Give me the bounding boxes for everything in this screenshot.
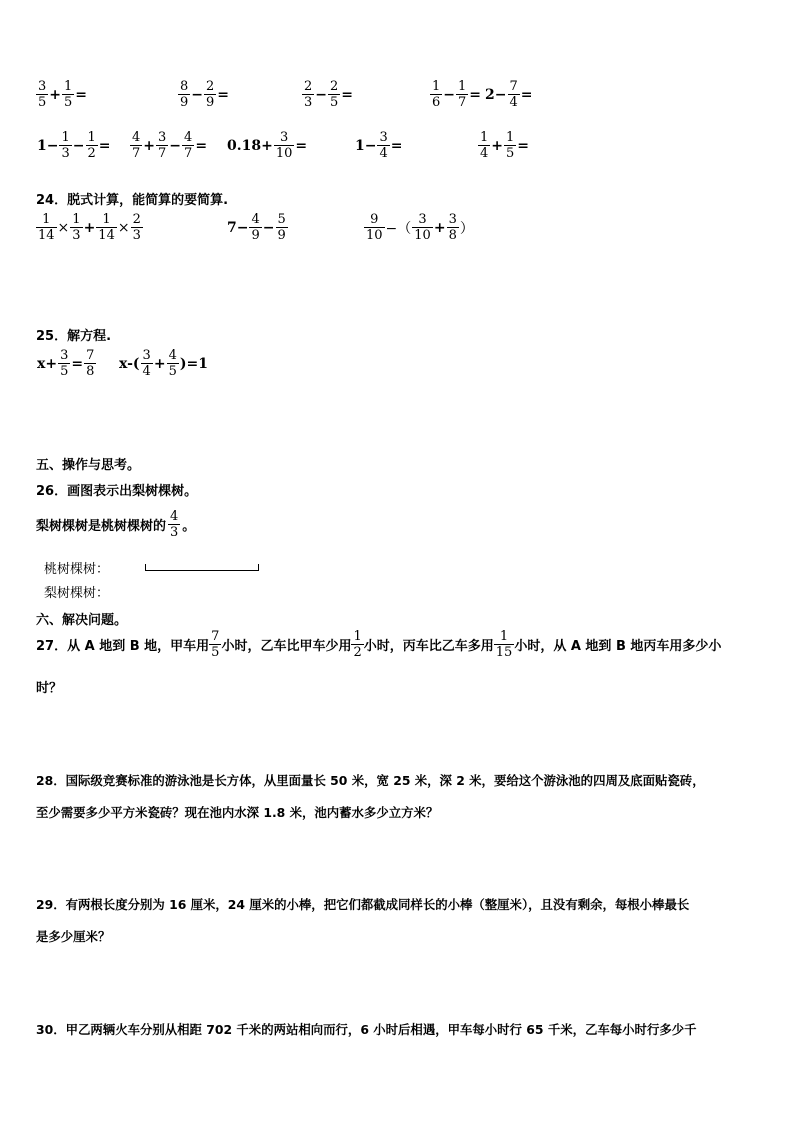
expr-r2-1: 1− $\frac{1}{3}$ − $\frac{1}{2}$ = [37,130,111,161]
fraction: $\frac{1}{4}$ [480,130,489,161]
q28-line-2: 至少需要多少平方米瓷砖？现在池内水深 1.8 米，池内蓄水多少立方米？ [36,805,439,820]
fraction: $\frac{7}{5}$ [211,629,220,660]
q29-line-2: 是多少厘米？ [36,929,111,944]
fraction: $\frac{1}{5}$ [506,130,515,161]
fraction: $\frac{5}{9}$ [277,212,286,243]
section-5-heading: 五、操作与思考。 [36,458,141,473]
fraction: $\frac{1}{5}$ [64,79,73,110]
fraction: $\frac{1}{3}$ [72,212,81,243]
fraction: $\frac{3}{10}$ [414,212,431,243]
fraction: $\frac{3}{8}$ [448,212,457,243]
fraction: $\frac{1}{14}$ [98,212,115,243]
q30-line-1: 30．甲乙两辆火车分别从相距 702 千米的两站相向而行，6 小时后相遇，甲车每小时行 65 千米，乙车每小时行多少千 [36,1022,697,1037]
pear-tree-label: 梨树棵树： [44,586,110,601]
fraction: $\frac{1}{2}$ [87,130,96,161]
fraction: $\frac{3}{5}$ [60,348,69,379]
peach-tree-bar [145,564,259,571]
fraction: $\frac{3}{5}$ [38,79,47,110]
fraction: $\frac{1}{7}$ [458,79,467,110]
fraction: $\frac{1}{3}$ [61,130,70,161]
fraction: $\frac{1}{15}$ [495,629,513,660]
q28-line-1: 28．国际级竞赛标准的游泳池是长方体，从里面量长 50 米，宽 25 米，深 2 米，要给这个游泳池的四周及底面贴瓷砖， [36,773,705,788]
q25-equation-2: x-( $\frac{3}{4}$ + $\frac{4}{5}$ )=1 [119,348,208,379]
peach-tree-label: 桃树棵树： [44,562,110,577]
expr-r1-4: $\frac{1}{6}$ − $\frac{1}{7}$ = 2− $\frac{7}{4}$ = [432,79,533,110]
expr-r1-1: $\frac{3}{5}$ + $\frac{1}{5}$ = [38,79,88,110]
fraction: $\frac{3}{4}$ [142,348,151,379]
fraction: $\frac{2}{3}$ [304,79,313,110]
fraction: $\frac{1}{2}$ [353,629,362,660]
fraction: $\frac{4}{7}$ [132,130,141,161]
q25-equation-1: x+ $\frac{3}{5}$ = $\frac{7}{8}$ [37,348,95,379]
fraction: $\frac{4}{5}$ [168,348,177,379]
q27-line-1: 27．从 A 地到 B 地，甲车用 $\frac{7}{5}$ 小时，乙车比甲车少用 $\frac{1}{2}$ 小时，丙车比乙车多用 $\frac{1}{15}$ 小时，从 A 地到 B 地丙车用多少小 [36,629,722,660]
q24-expr-2: 7− $\frac{4}{9}$ − $\frac{5}{9}$ [227,212,286,243]
expr-r1-2: $\frac{8}{9}$ − $\frac{2}{9}$ = [180,79,230,110]
fraction: $\frac{2}{5}$ [330,79,339,110]
fraction: $\frac{4}{9}$ [251,212,260,243]
section-6-heading: 六、解决问题。 [36,613,128,628]
q25-heading: 25．解方程. [36,329,112,344]
q24-expr-3: $\frac{9}{10}$ −（ $\frac{3}{10}$ + $\frac{3}{8}$ ） [366,212,474,243]
expr-r2-5: $\frac{1}{4}$ + $\frac{1}{5}$ = [480,130,530,161]
fraction: $\frac{1}{6}$ [432,79,441,110]
fraction: $\frac{8}{9}$ [180,79,189,110]
fraction: $\frac{9}{10}$ [366,212,383,243]
expr-r2-2: $\frac{4}{7}$ + $\frac{3}{7}$ − $\frac{4}{7}$ = [132,130,208,161]
fraction: $\frac{4}{3}$ [170,509,179,540]
expr-r2-4: 1− $\frac{3}{4}$ = [355,130,403,161]
q24-expr-1: $\frac{1}{14}$ × $\frac{1}{3}$ + $\frac{1}{14}$ × $\frac{2}{3}$ [38,212,141,243]
fraction: $\frac{7}{8}$ [86,348,95,379]
q24-heading: 24．脱式计算，能简算的要简算. [36,193,229,208]
q26-statement: 梨树棵树是桃树棵树的 $\frac{4}{3}$ 。 [36,509,196,540]
q26-heading: 26．画图表示出梨树棵树。 [36,484,198,499]
fraction: $\frac{3}{7}$ [158,130,167,161]
fraction: $\frac{2}{3}$ [132,212,141,243]
fraction: $\frac{7}{4}$ [509,79,518,110]
fraction: $\frac{3}{10}$ [275,130,293,161]
fraction: $\frac{1}{14}$ [38,212,55,243]
q29-line-1: 29．有两根长度分别为 16 厘米，24 厘米的小棒，把它们都截成同样长的小棒（整厘米），且没有剩余，每根小棒最长 [36,897,690,912]
expr-r1-3: $\frac{2}{3}$ − $\frac{2}{5}$ = [304,79,354,110]
fraction: $\frac{2}{9}$ [206,79,215,110]
fraction: $\frac{4}{7}$ [184,130,193,161]
expr-r2-3: 0.18+ $\frac{3}{10}$ = [227,130,308,161]
fraction: $\frac{3}{4}$ [379,130,388,161]
q27-line-2: 时？ [36,681,63,696]
